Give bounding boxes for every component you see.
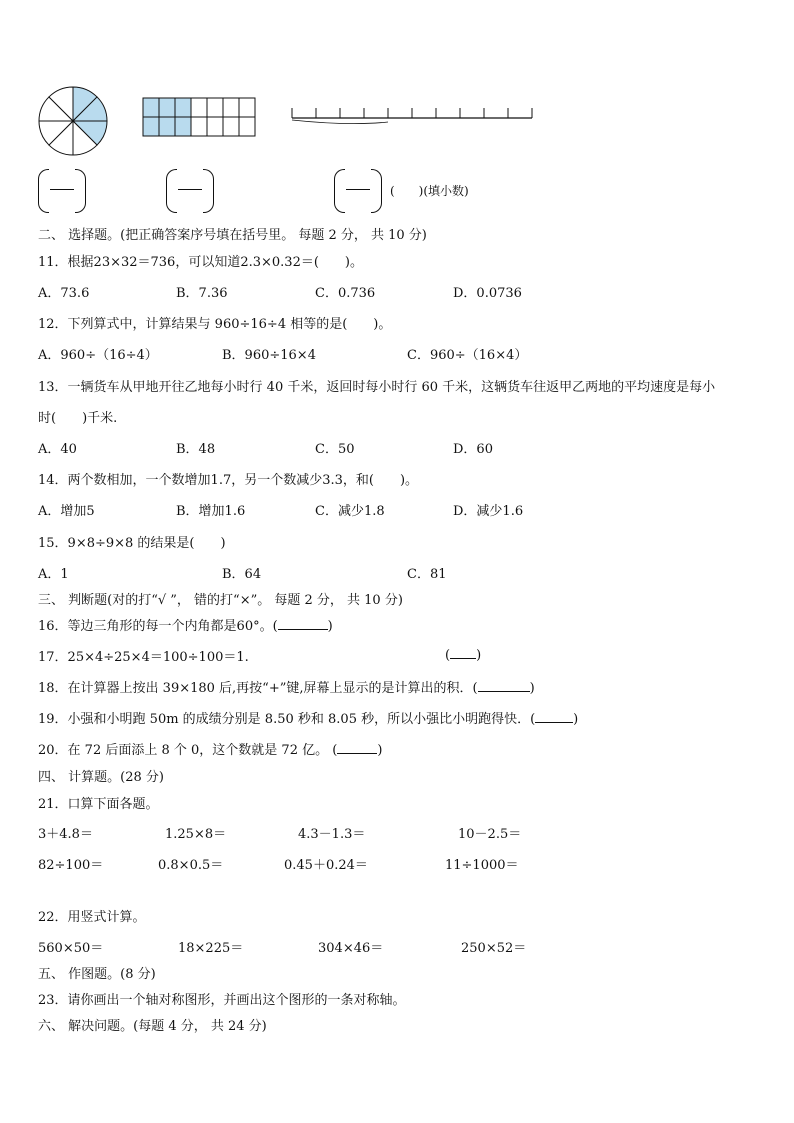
grid-cell [143, 98, 159, 117]
q15-option-a[interactable]: A．1 [38, 567, 69, 582]
answer-blank-20[interactable] [337, 741, 377, 754]
grid-cell [239, 98, 255, 117]
number-line [288, 104, 534, 126]
answer-blank-16[interactable] [278, 617, 328, 630]
q15-option-b[interactable]: B．64 [222, 567, 262, 582]
mental-calc-4: 10－2.5＝ [458, 827, 522, 842]
answer-blank-19[interactable] [535, 710, 573, 723]
answer-paren-17[interactable]: ( ) [445, 648, 482, 663]
q12-option-a[interactable]: A．960÷（16÷4） [38, 348, 158, 363]
section-3-heading: 三、 判断题(对的打“√ ”， 错的打“×”。 每题 2 分， 共 10 分) [38, 593, 403, 608]
vertical-calc-4: 250×52＝ [461, 941, 527, 956]
question-21-title: 21．口算下面各题。 [38, 797, 159, 812]
q12-option-b[interactable]: B．960÷16×4 [222, 348, 316, 363]
grid-cell [191, 117, 207, 136]
question-17: 17．25×4÷25×4＝100÷100＝1. [38, 650, 249, 665]
vertical-calc-2: 18×225＝ [178, 941, 244, 956]
q14-option-b[interactable]: B．增加1.6 [176, 504, 246, 519]
decimal-answer[interactable] [390, 182, 469, 199]
grid-cell [207, 98, 223, 117]
section-4-heading: 四、 计算题。(28 分) [38, 770, 164, 785]
mental-calc-1: 3＋4.8＝ [38, 827, 93, 842]
fraction-circle [36, 84, 110, 158]
q14-option-a[interactable]: A．增加5 [38, 504, 95, 519]
fraction-answer-box-3[interactable] [334, 169, 382, 211]
q11-option-d[interactable]: D．0.0736 [453, 286, 522, 301]
mental-calc-3: 4.3－1.3＝ [298, 827, 366, 842]
mental-calc-6: 0.8×0.5＝ [158, 858, 224, 873]
answer-blank-17[interactable] [450, 646, 476, 659]
answer-blank-18[interactable] [478, 679, 530, 692]
q15-option-c[interactable]: C．81 [407, 567, 447, 582]
question-19: 19．小强和小明跑 50m 的成绩分别是 8.50 秒和 8.05 秒，所以小强比小明跑得快．( ) [38, 712, 579, 727]
section-5-heading: 五、 作图题。(8 分) [38, 967, 156, 982]
decimal-answer-blank[interactable]: ( ) [390, 184, 424, 198]
q13-option-a[interactable]: A．40 [38, 442, 77, 457]
question-20: 20．在 72 后面添上 8 个 0，这个数就是 72 亿。 ( ) [38, 743, 383, 758]
section-2-heading: 二、 选择题。(把正确答案序号填在括号里。 每题 2 分， 共 10 分) [38, 228, 427, 243]
question-16: 16．等边三角形的每一个内角都是60°。( ) [38, 619, 333, 634]
q11-option-a[interactable]: A．73.6 [38, 286, 90, 301]
question-18: 18．在计算器上按出 39×180 后,再按“+”键,屏幕上显示的是计算出的积．( ) [38, 681, 535, 696]
question-15: 15．9×8÷9×8 的结果是( ) [38, 536, 226, 551]
decimal-hint: (填小数) [423, 184, 469, 198]
question-11: 11．根据23×32＝736，可以知道2.3×0.32＝( )。 [38, 255, 363, 270]
grid-cell [175, 117, 191, 136]
question-22-title: 22．用竖式计算。 [38, 910, 146, 925]
question-12: 12．下列算式中，计算结果与 960÷16÷4 相等的是( )。 [38, 317, 392, 332]
vertical-calc-1: 560×50＝ [38, 941, 104, 956]
question-14: 14．两个数相加，一个数增加1.7，另一个数减少3.3，和( )。 [38, 473, 419, 488]
fraction-answer-box-1[interactable] [38, 169, 86, 211]
grid-cell [239, 117, 255, 136]
grid-cell [143, 117, 159, 136]
mental-calc-7: 0.45＋0.24＝ [284, 858, 368, 873]
fraction-grid [142, 97, 258, 137]
grid-cell [159, 117, 175, 136]
q14-option-d[interactable]: D．减少1.6 [453, 504, 524, 519]
question-23: 23．请你画出一个轴对称图形，并画出这个图形的一条对称轴。 [38, 993, 406, 1008]
grid-cell [223, 117, 239, 136]
q14-option-c[interactable]: C．减少1.8 [315, 504, 385, 519]
mental-calc-5: 82÷100＝ [38, 858, 104, 873]
grid-cell [159, 98, 175, 117]
mental-calc-2: 1.25×8＝ [165, 827, 227, 842]
q13-option-d[interactable]: D．60 [453, 442, 493, 457]
question-13-line-1: 13．一辆货车从甲地开往乙地每小时行 40 千米，返回时每小时行 60 千米，这辆货车往返甲乙两地的平均速度是每小 [38, 380, 716, 395]
q13-option-b[interactable]: B．48 [176, 442, 216, 457]
mental-calc-8: 11÷1000＝ [445, 858, 519, 873]
grid-cell [175, 98, 191, 117]
vertical-calc-3: 304×46＝ [318, 941, 384, 956]
q11-option-b[interactable]: B．7.36 [176, 286, 228, 301]
section-6-heading: 六、 解决问题。(每题 4 分， 共 24 分) [38, 1019, 267, 1034]
q13-option-c[interactable]: C．50 [315, 442, 355, 457]
q11-option-c[interactable]: C．0.736 [315, 286, 376, 301]
grid-cell [207, 117, 223, 136]
fraction-answer-box-2[interactable] [166, 169, 214, 211]
question-13-line-2: 时( )千米. [38, 411, 118, 426]
q12-option-c[interactable]: C．960÷（16×4） [407, 348, 528, 363]
grid-cell [223, 98, 239, 117]
grid-cell [191, 98, 207, 117]
